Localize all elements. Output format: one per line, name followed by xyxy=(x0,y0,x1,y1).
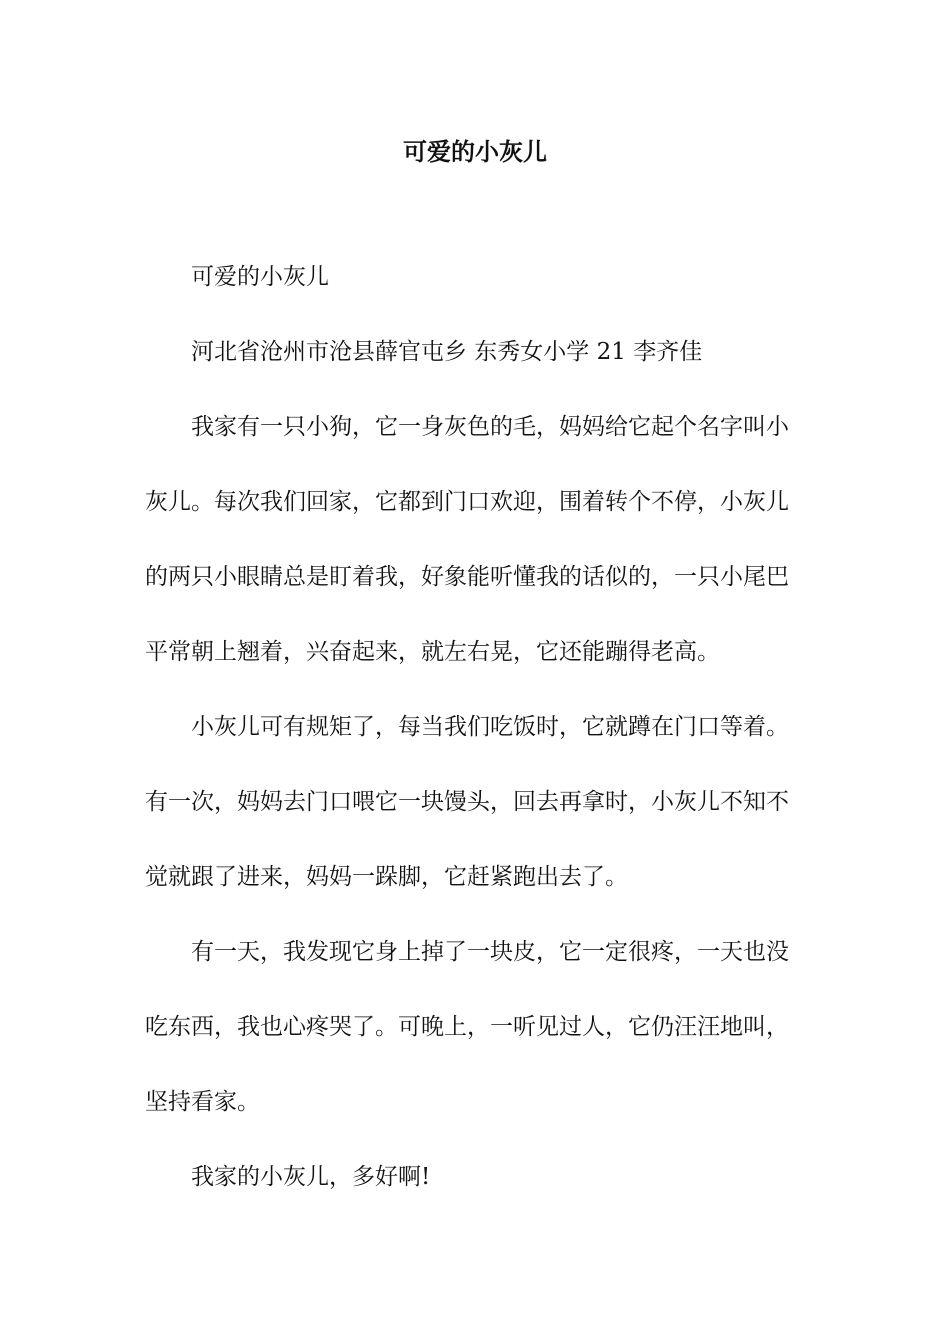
document-title: 可爱的小灰儿 xyxy=(403,137,547,166)
paragraph-3: 有一天，我发现它身上掉了一块皮，它一定很疼，一天也没吃东西，我也心疼哭了。可晚上，一听见过人，它仍汪汪地叫，坚持看家。 xyxy=(145,939,789,1115)
paragraph-1: 我家有一只小狗，它一身灰色的毛，妈妈给它起个名字叫小灰儿。每次我们回家，它都到门口欢迎，围着转个不停，小灰儿的两只小眼睛总是盯着我，好象能听懂我的话似的，一只小尾巴平常朝上翘着，兴奋起来，就左右晃，它还能蹦得老高。 xyxy=(145,414,789,665)
paragraph-author: 河北省沧州市沧县薛官屯乡 东秀女小学 21 李齐佳 xyxy=(191,339,703,365)
document-body xyxy=(145,240,807,1215)
paragraph-4: 我家的小灰儿，多好啊! xyxy=(191,1164,431,1190)
paragraph-2: 小灰儿可有规矩了，每当我们吃饭时，它就蹲在门口等着。有一次，妈妈去门口喂它一块馒头，回去再拿时，小灰儿不知不觉就跟了进来，妈妈一跺脚，它赶紧跑出去了。 xyxy=(145,714,789,890)
paragraph-heading: 可爱的小灰儿 xyxy=(191,264,329,290)
